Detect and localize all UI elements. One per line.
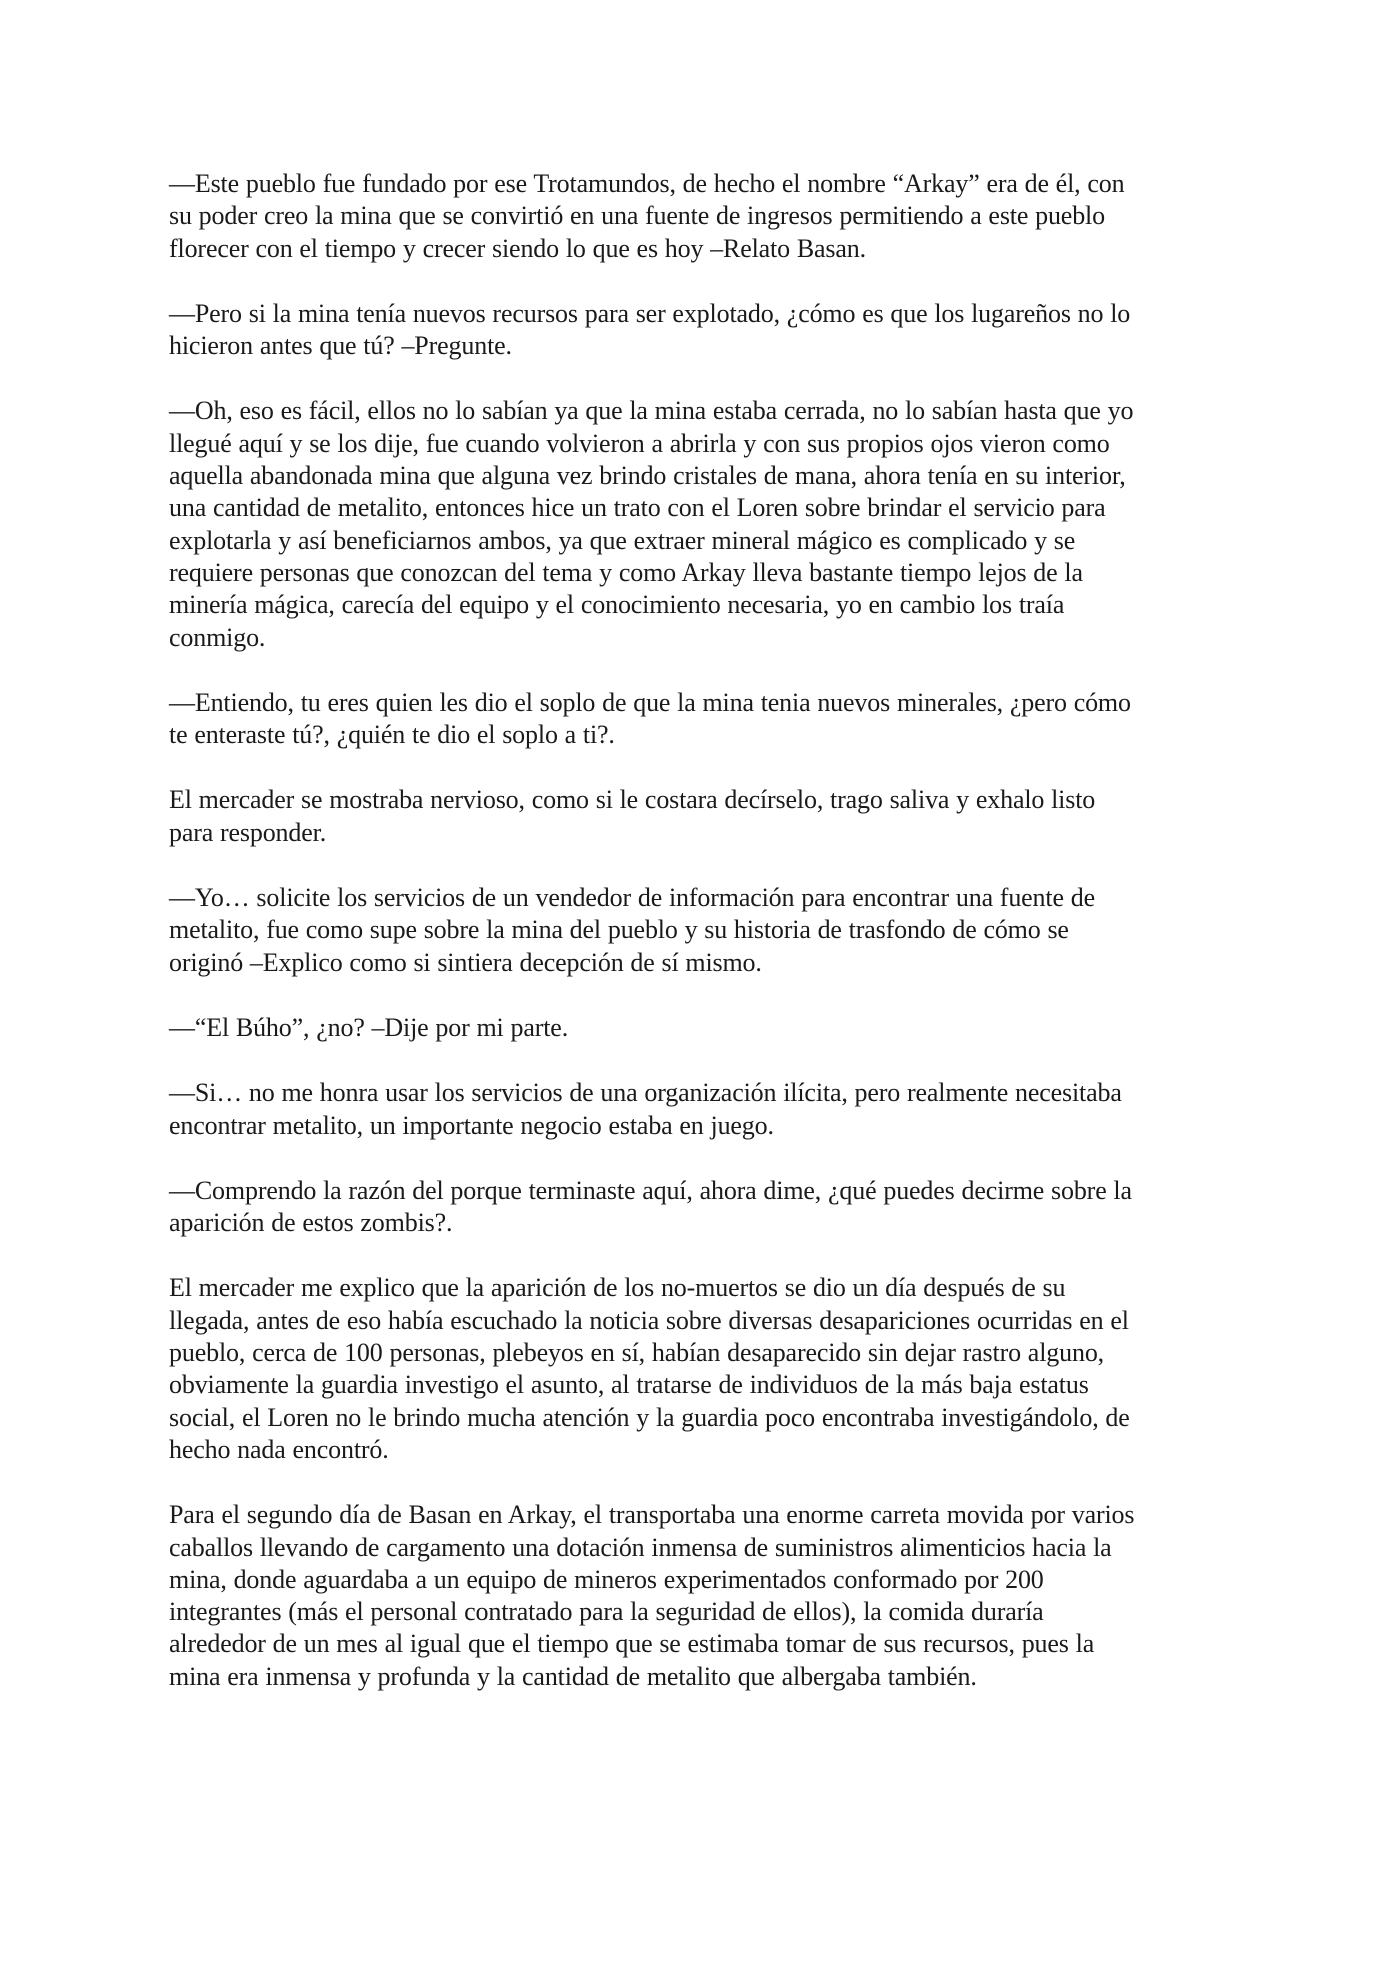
paragraph-10: El mercader me explico que la aparición de los no-muertos se dio un día después de su llegada, antes de eso había escuchado la noticia sobre diversas desapariciones ocurridas en el pueblo, cerca de 100 personas, plebeyos en sí, habían desaparecido sin dejar rastro alguno, obviamente la guardia investigo el asunto, al tratarse de individuos de la más baja estatus social, el Loren no le brindo mucha atención y la guardia poco encontraba investigándolo, de hecho nada encontró.	[169, 1273, 1130, 1464]
paragraph-2: —Pero si la mina tenía nuevos recursos para ser explotado, ¿cómo es que los lugareños no lo hicieron antes que tú? –Pregunte.	[169, 298, 1131, 361]
paragraph-5: El mercader se mostraba nervioso, como si le costara decírselo, trago saliva y exhalo listo para responder.	[169, 785, 1096, 847]
paragraph-3: —Oh, eso es fácil, ellos no lo sabían ya que la mina estaba cerrada, no lo sabían hasta que yo llegué aquí y se los dije, fue cuando volvieron a abrirla y con sus propios ojos vieron como aquella abandonada mina que alguna vez brindo cristales de mana, ahora tenía en su interior, una cantidad de metalito, entonces hice un trato con el Loren sobre brindar el servicio para explotarla y así beneficiarnos ambos, ya que extraer mineral mágico es complicado y se requiere personas que conozcan del tema y como Arkay lleva bastante tiempo lejos de la minería mágica, carecía del equipo y el conocimiento necesaria, yo en cambio los traía conmigo.	[169, 396, 1134, 652]
paragraph-4: —Entiendo, tu eres quien les dio el soplo de que la mina tenia nuevos minerales, ¿pero cómo te enteraste tú?, ¿quién te dio el soplo a ti?.	[169, 687, 1131, 750]
paragraph-11: Para el segundo día de Basan en Arkay, el transportaba una enorme carreta movida por varios caballos llevando de cargamento una dotación inmensa de suministros alimenticios hacia la mina, donde aguardaba a un equipo de mineros experimentados conformado por 200 integrantes (más el personal contratado para la seguridad de ellos), la comida duraría alrededor de un mes al igual que el tiempo que se estimaba tomar de sus recursos, pues la mina era inmensa y profunda y la cantidad de metalito que albergaba también.	[169, 1500, 1135, 1691]
paragraph-1: —Este pueblo fue fundado por ese Trotamundos, de hecho el nombre “Arkay” era de él, con su poder creo la mina que se convirtió en una fuente de ingresos permitiendo a este pueblo florecer con el tiempo y crecer siendo lo que es hoy –Relato Basan.	[169, 169, 1125, 263]
paragraph-6: —Yo… solicite los servicios de un vendedor de información para encontrar una fuente de metalito, fue como supe sobre la mina del pueblo y su historia de trasfondo de cómo se originó –Explico como si sintiera decepción de sí mismo.	[169, 883, 1095, 977]
paragraph-8: —Si… no me honra usar los servicios de una organización ilícita, pero realmente necesitaba encontrar metalito, un importante negocio estaba en juego.	[169, 1078, 1122, 1140]
paragraph-9: —Comprendo la razón del porque terminaste aquí, ahora dime, ¿qué puedes decirme sobre la aparición de estos zombis?.	[169, 1175, 1132, 1238]
paragraph-7: —“El Búho”, ¿no? –Dije por mi parte.	[169, 1012, 569, 1042]
